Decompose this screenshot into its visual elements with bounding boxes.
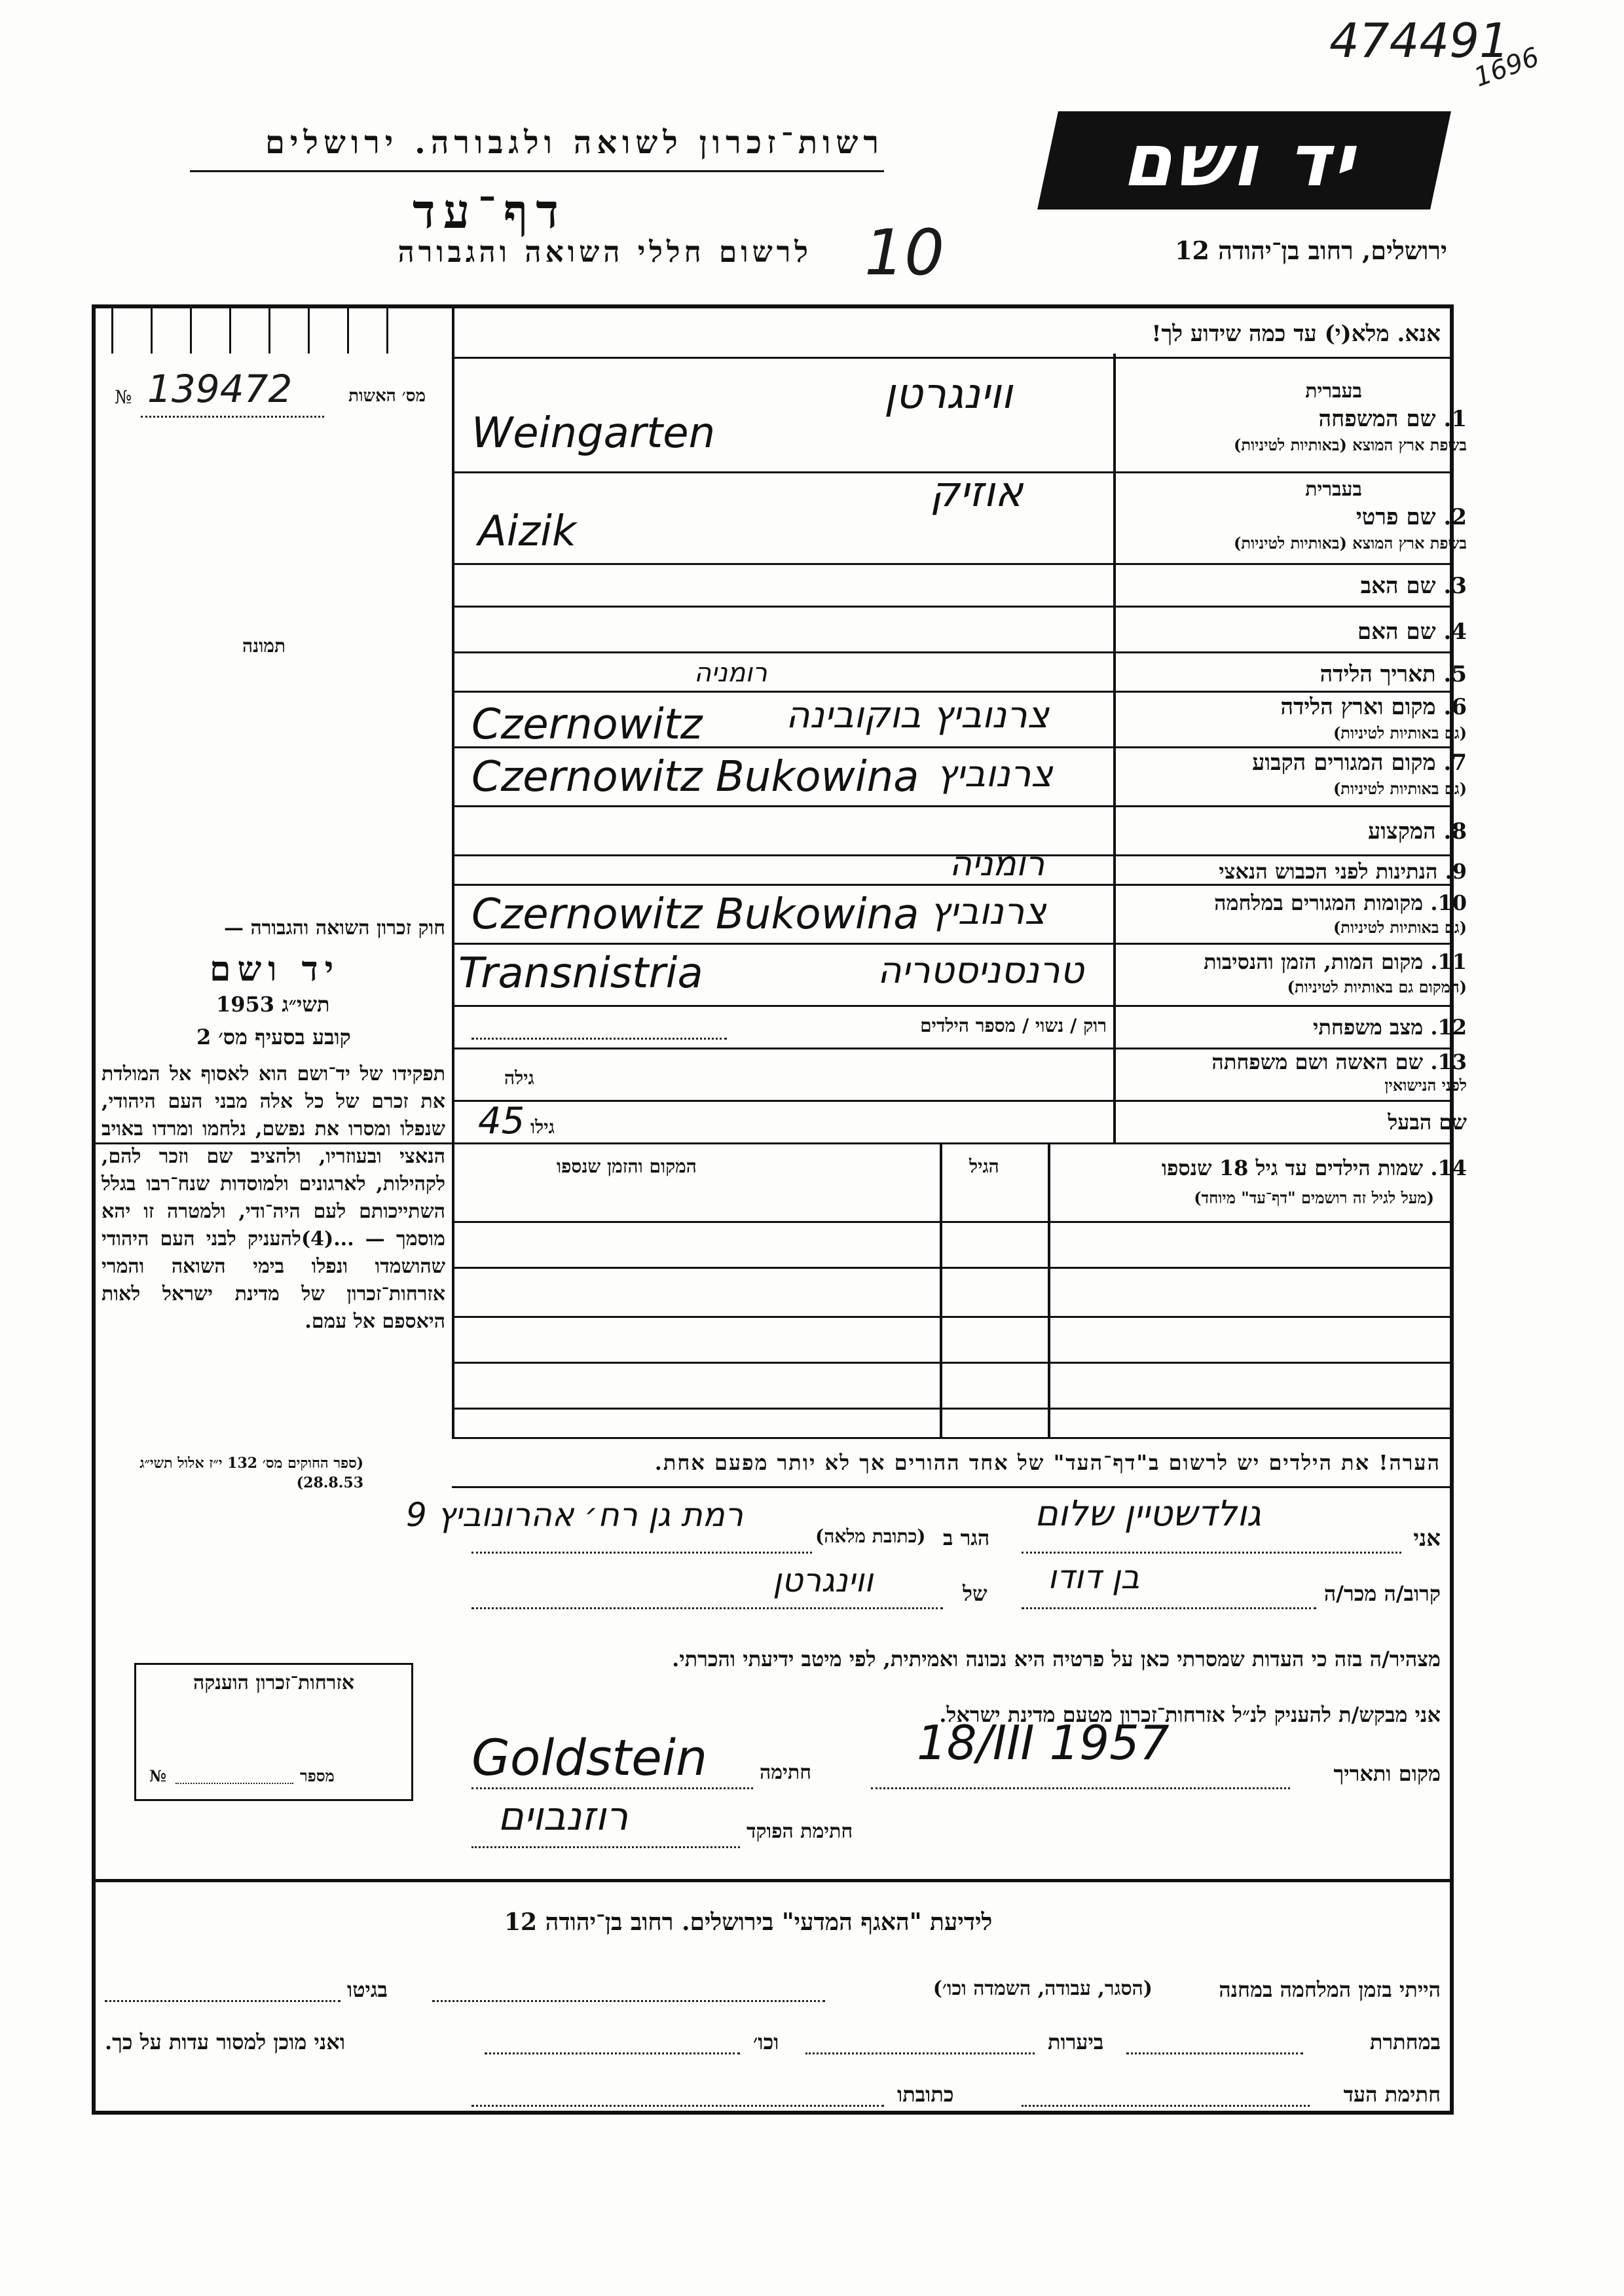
decl-officer-value: רוזנבוים <box>498 1794 629 1840</box>
law-reference: (ספר החוקים מס׳ 132 י״ז אלול תשי״ג 28.8.53) <box>139 1455 363 1491</box>
form-title: דף־עד <box>413 183 566 239</box>
footer-line3-underline-2 <box>471 2105 884 2107</box>
page-number: 10 <box>864 216 945 289</box>
field-2-sub: בשפת ארץ המוצא (באותיות לטיניות) <box>1234 534 1467 553</box>
husband-label: שם הבעל <box>1388 1110 1467 1135</box>
decl-place-date-label: מקום ותאריך <box>1333 1761 1441 1786</box>
stamp-box-title: אזרחות־זכרון הוענקה <box>193 1671 355 1694</box>
field-8-label: 8. המקצוע <box>1367 818 1467 845</box>
children-label: 14. שמות הילדים עד גיל 18 שנספו <box>1161 1156 1467 1180</box>
registration-prefix: № <box>115 386 132 408</box>
stamp-box <box>134 1663 413 1801</box>
decl-relation: בן דודו <box>1048 1558 1140 1596</box>
law-org: יד ושם <box>210 949 341 989</box>
field-6-value-he: צרנוביץ בוקובינה <box>786 694 1049 737</box>
decl-signature-label: חתימה <box>760 1761 811 1784</box>
law-heading: חוק זכרון השואה והגבורה — <box>224 917 445 939</box>
children-row-line <box>452 1316 1454 1318</box>
decl-signature-value: Goldstein <box>471 1728 708 1787</box>
field-12-underline <box>471 1038 727 1040</box>
row-line <box>452 1005 1454 1007</box>
field-7-label: 7. מקום המגורים הקבוע <box>1252 750 1467 776</box>
field-13-sub: לפני הנישואין <box>1384 1076 1467 1095</box>
note-top-line <box>452 1437 1454 1439</box>
field-2-label: 2. שם פרטי <box>1356 504 1467 530</box>
decl-i-label: אני <box>1413 1525 1441 1552</box>
row-line <box>92 1142 1454 1144</box>
field-3-label: 3. שם האב <box>1360 573 1467 599</box>
registration-underline <box>141 416 324 418</box>
row-line <box>452 884 1454 886</box>
row-line <box>452 1100 1454 1102</box>
registration-number: 139472 <box>147 367 293 411</box>
field-1-label: 1. שם המשפחה <box>1318 406 1467 432</box>
children-row-line <box>452 1267 1454 1269</box>
tick <box>111 308 113 354</box>
stamp-box-number-label: מספר <box>300 1766 335 1785</box>
decl-place-date-value: 18/III 1957 <box>917 1715 1170 1770</box>
law-text: תפקידו של יד־ושם הוא לאסוף אל המולדת את זכרם של כל אלה מבני העם היהודי, שנפלו ומסרו את נפשם, נלחמו ומרדו באויב הנאצי ובעוזריו, ולהציב שם וזכר להם, לקהילות, לארגונים ולמוסדות שנח־רבו בגלל השתייכותם לעם היה־ודי, ולמטרה זו יהא מוסמך — ...(4)להעניק לבני העם היהודי שהושמדו ונפלו בימי השואה והמרי אזרחות־זכרון של מדינת ישראל לאות היאספם אל עמם. <box>101 1063 445 1333</box>
field-10-sub: (גם באותיות לטיניות) <box>1333 918 1467 937</box>
intro-text: אנא. מלא(י) עד כמה שידוע לך! <box>1151 321 1441 347</box>
photo-label: תמונה <box>242 635 286 657</box>
field-1-sub: בשפת ארץ המוצא (באותיות לטיניות) <box>1234 435 1467 454</box>
decl-witness-name: גולדשטיין שלום <box>1035 1493 1261 1534</box>
decl-signature-underline <box>471 1787 753 1789</box>
husband-age-label: גילו <box>530 1116 555 1138</box>
footer-line2-c: וכו׳ <box>753 2030 779 2054</box>
decl-of-label: של <box>963 1581 987 1606</box>
footer-divider <box>92 1879 1454 1882</box>
field-4-label: 4. שם האם <box>1357 619 1467 645</box>
tick <box>308 308 310 354</box>
authority-title: רשות־זכרון לשואה ולגבורה. ירושלים <box>265 124 884 161</box>
intro-divider <box>452 357 1454 359</box>
footer-line1-c: בגיטו <box>347 1977 388 2002</box>
children-col-divider <box>940 1142 942 1437</box>
decl-of-underline <box>471 1607 943 1609</box>
decl-name-underline <box>1022 1552 1401 1554</box>
row-line <box>452 563 1454 565</box>
children-sub: (מעל לגיל זה רושמים "דף־עד" מיוחד) <box>1194 1188 1434 1207</box>
field-5-label: 5. תאריך הלידה <box>1320 661 1467 687</box>
field-13-age-label: גילה <box>504 1067 534 1089</box>
row-line <box>452 606 1454 608</box>
decl-officer-label: חתימת הפוקד <box>747 1820 853 1843</box>
footer-line2-b: ביערות <box>1048 2030 1104 2054</box>
tick <box>190 308 192 354</box>
field-11-label: 11. מקום המות, הזמן והנסיבות <box>1204 949 1467 974</box>
field-6-note: רומניה <box>694 658 767 688</box>
yad-vashem-logo: יד ושם <box>1037 111 1451 210</box>
footer-line1-b: (הסגר, עבודה, השמדה וכו׳) <box>932 1977 1153 2000</box>
field-1-tag: בעברית <box>1305 380 1362 403</box>
field-2-value-latin: Aizik <box>478 507 576 556</box>
tick <box>386 308 388 354</box>
footer-line2-a: במחתרת <box>1369 2030 1441 2054</box>
row-line <box>452 651 1454 653</box>
stamp-box-number-prefix: № <box>149 1766 167 1785</box>
children-row-line <box>452 1221 1454 1223</box>
note-text: הערה! את הילדים יש לרשום ב"דף־העד" של אחד ההורים אך לא יותר מפעם אחת. <box>654 1450 1441 1475</box>
decl-relation-underline <box>1022 1607 1316 1609</box>
field-12-label: 12. מצב משפחתי <box>1313 1015 1467 1040</box>
children-col-place: המקום והזמן שנספו <box>557 1156 697 1177</box>
row-line <box>452 805 1454 807</box>
tick <box>151 308 153 354</box>
title-underline <box>190 170 884 172</box>
decl-statement: מצהיר/ה בזה כי העדות שמסרתי כאן על פרטיה היא נכונה ואמיתית, לפי מיטב ידיעתי והכרתי. <box>672 1647 1441 1671</box>
field-2-value-he: אוזיק <box>930 468 1024 517</box>
children-col-divider <box>1048 1142 1050 1437</box>
footer-line1-a: הייתי בזמן המלחמה במחנה <box>1219 1977 1441 2002</box>
footer-line1-underline-2 <box>105 2000 341 2002</box>
decl-address-underline <box>471 1552 812 1554</box>
field-7-value-he: צרנוביץ <box>936 753 1053 795</box>
children-row-line <box>452 1362 1454 1364</box>
decl-officer-underline <box>471 1846 740 1848</box>
footer-line3-a: חתימת העד <box>1343 2082 1441 2107</box>
footer-line2-underline-3 <box>485 2052 740 2054</box>
registration-label: מס׳ האשות <box>348 386 426 406</box>
archive-sub-number: 1696 <box>1470 41 1543 94</box>
stamp-box-line <box>175 1783 293 1784</box>
footer-line2-d: ואני מוכן למסור עדות על כך. <box>105 2030 346 2054</box>
row-line <box>452 691 1454 693</box>
footer-line2-underline-1 <box>1126 2052 1303 2054</box>
field-6-sub: (גם באותיות לטיניות) <box>1333 723 1467 742</box>
decl-witness-address: רמת גן רח׳ אהרונוביץ 9 <box>406 1496 743 1534</box>
note-bottom-line <box>452 1486 1454 1488</box>
field-11-value-latin: Transnistria <box>458 949 703 998</box>
decl-of-value: ווינגרטן <box>773 1561 874 1599</box>
tick <box>268 308 270 354</box>
children-row-line <box>452 1408 1454 1410</box>
footer-line3-underline-1 <box>1022 2105 1310 2107</box>
field-1-value-latin: Weingarten <box>471 409 716 458</box>
archive-number: 474491 <box>1329 13 1509 68</box>
row-line <box>452 943 1454 945</box>
decl-request: אני מבקש/ת להעניק לנ״ל אזרחות־זכרון מטעם מדינת ישראל. <box>939 1702 1441 1727</box>
footer-line2-underline-2 <box>805 2052 1035 2054</box>
field-11-value-he: טרנסניסטריה <box>877 949 1084 992</box>
field-13-label: 13. שם האשה ושם משפחתה <box>1211 1049 1467 1074</box>
tick <box>229 308 231 354</box>
law-year: תשי״ג 1953 <box>216 992 330 1017</box>
field-11-sub: (המקום גם באותיות לטיניות) <box>1287 977 1467 996</box>
children-col-age: הגיל <box>969 1156 999 1177</box>
field-9-value: רומניה <box>950 845 1045 884</box>
footer-line1-underline <box>432 2000 825 2002</box>
field-12-options: רוק / נשוי / מספר הילדים <box>920 1015 1107 1036</box>
field-6-label: 6. מקום וארץ הלידה <box>1280 694 1467 720</box>
decl-full-address: (כתובת מלאה) <box>815 1525 926 1547</box>
field-6-value-latin: Czernowitz <box>471 701 703 749</box>
header-address: ירושלים, רחוב בן־יהודה 12 <box>1175 236 1447 265</box>
field-10-value-he: צרנוביץ <box>930 890 1046 933</box>
footer-title: לידיעת "האגף המדעי" בירושלים. רחוב בן־יהודה 12 <box>504 1908 993 1936</box>
field-10-value-latin: Czernowitz Bukowina <box>471 890 919 939</box>
footer-line3-b: כתובתו <box>897 2082 954 2107</box>
field-1-value-he: ווינגרטן <box>884 370 1013 418</box>
law-clause: קובע בסעיף מס׳ 2 <box>196 1025 351 1049</box>
field-2-tag: בעברית <box>1305 478 1362 501</box>
decl-relative-label: קרוב/ה מכר/ה <box>1323 1581 1441 1606</box>
husband-age-value: 45 <box>478 1100 525 1142</box>
tick <box>347 308 349 354</box>
form-subtitle: לרשום חללי השואה והגבורה <box>397 236 812 269</box>
field-7-value-latin: Czernowitz Bukowina <box>471 753 919 801</box>
decl-date-underline <box>871 1787 1290 1789</box>
field-9-label: 9. הנתינות לפני הכבוש הנאצי <box>1219 859 1467 884</box>
field-10-label: 10. מקומות המגורים במלחמה <box>1214 890 1467 915</box>
decl-resides-label: הגר ב <box>943 1525 990 1550</box>
field-7-sub: (גם באותיות לטיניות) <box>1333 779 1467 798</box>
